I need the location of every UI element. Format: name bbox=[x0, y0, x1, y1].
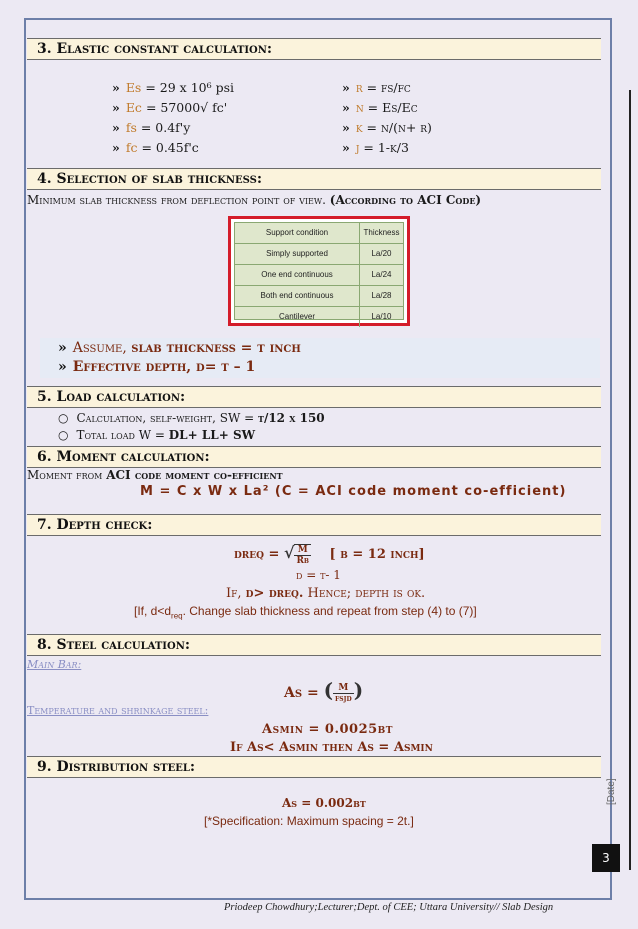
table-cell: La/28 bbox=[359, 286, 403, 306]
moment-line: Moment from ACI code moment co-efficient bbox=[27, 468, 283, 482]
elastic-right-3: » k = n/(n+ r) bbox=[342, 120, 432, 135]
d-equation: d = t- 1 bbox=[296, 568, 341, 582]
section-7-heading: 7. Depth check: bbox=[27, 514, 601, 536]
table-row bbox=[235, 244, 403, 264]
table-header-row bbox=[235, 223, 403, 243]
elastic-right-1: » r = fs/fc bbox=[342, 80, 411, 95]
section-5-heading: 5. Load calculation: bbox=[27, 386, 601, 408]
table-row bbox=[235, 265, 403, 285]
section-6-heading: 6. Moment calculation: bbox=[27, 446, 601, 468]
as-formula: As = ( $\frac{M}{\text{fsjd}}$ ) bbox=[284, 678, 364, 704]
table-cell: Cantilever bbox=[278, 312, 315, 321]
load-item-1: ○ Calculation, self-weight, SW = t/12 x 150 bbox=[58, 411, 325, 425]
table-cell: La/10 bbox=[359, 307, 403, 327]
distribution-formula: As = 0.002bt bbox=[282, 796, 366, 810]
elastic-right-4: » j = 1-k/3 bbox=[342, 140, 409, 155]
elastic-left-3: » fs = 0.4f'y bbox=[112, 120, 191, 135]
depth-else-line: [If, $d<d_{req}$. Change slab thickness and repeat from step (4) to (7)] bbox=[134, 604, 477, 621]
table-header-cell: Thickness bbox=[359, 223, 403, 243]
right-margin-rule bbox=[629, 90, 631, 870]
elastic-left-1: » Es = 29 x 10⁶ psi bbox=[112, 80, 234, 95]
moment-formula: M = C x W x La² (C = ACI code moment co-efficient) bbox=[140, 484, 567, 499]
section-4-heading: 4. Selection of slab thickness: bbox=[27, 168, 601, 190]
section-9-heading: 9. Distribution steel: bbox=[27, 756, 601, 778]
effective-depth-line: » Effective depth, d= t – 1 bbox=[58, 359, 256, 375]
temperature-steel-label: Temperature and shrinkage steel: bbox=[27, 704, 209, 717]
table-cell: Both end continuous bbox=[260, 291, 334, 300]
date-label: [Date] bbox=[606, 778, 617, 805]
depth-ok-line: If, d> dreq. Hence; depth is ok. bbox=[226, 586, 426, 601]
asmin-formula: Asmin = 0.0025bt bbox=[262, 722, 393, 737]
dreq-formula: dreq = √ $\frac{M}{Rb}$ [ b = 12 inch] bbox=[234, 543, 425, 566]
table-header-cell: Support condition bbox=[265, 228, 329, 237]
spacing-spec: [*Specification: Maximum spacing = 2t.] bbox=[204, 814, 414, 828]
section-8-heading: 8. Steel calculation: bbox=[27, 634, 601, 656]
elastic-left-4: » fc = 0.45f'c bbox=[112, 140, 199, 155]
table-cell: Simply supported bbox=[266, 249, 328, 258]
min-thickness-text: Minimum slab thickness from deflection point of view. (According to ACI Code) bbox=[27, 193, 482, 207]
elastic-left-2: » Ec = 57000√ fc' bbox=[112, 100, 228, 115]
footer-text: Priodeep Chowdhury;Lecturer;Dept. of CEE; Uttara University// Slab Design bbox=[224, 902, 554, 913]
elastic-right-2: » n = Es/Ec bbox=[342, 100, 418, 115]
main-bar-label: Main Bar: bbox=[27, 658, 82, 671]
table-cell: La/24 bbox=[359, 265, 403, 285]
assume-line: » Assume, slab thickness = t inch bbox=[58, 340, 301, 356]
section-3-heading: 3. Elastic constant calculation: bbox=[27, 38, 601, 60]
as-condition: If As< Asmin then As = Asmin bbox=[230, 740, 433, 755]
thickness-table bbox=[228, 216, 410, 326]
table-cell: One end continuous bbox=[261, 270, 333, 279]
page-number: 3 bbox=[592, 844, 620, 872]
table-row bbox=[235, 307, 403, 327]
table-row bbox=[235, 286, 403, 306]
table-cell: La/20 bbox=[359, 244, 403, 264]
load-item-2: ○ Total load W = DL+ LL+ SW bbox=[58, 428, 256, 442]
